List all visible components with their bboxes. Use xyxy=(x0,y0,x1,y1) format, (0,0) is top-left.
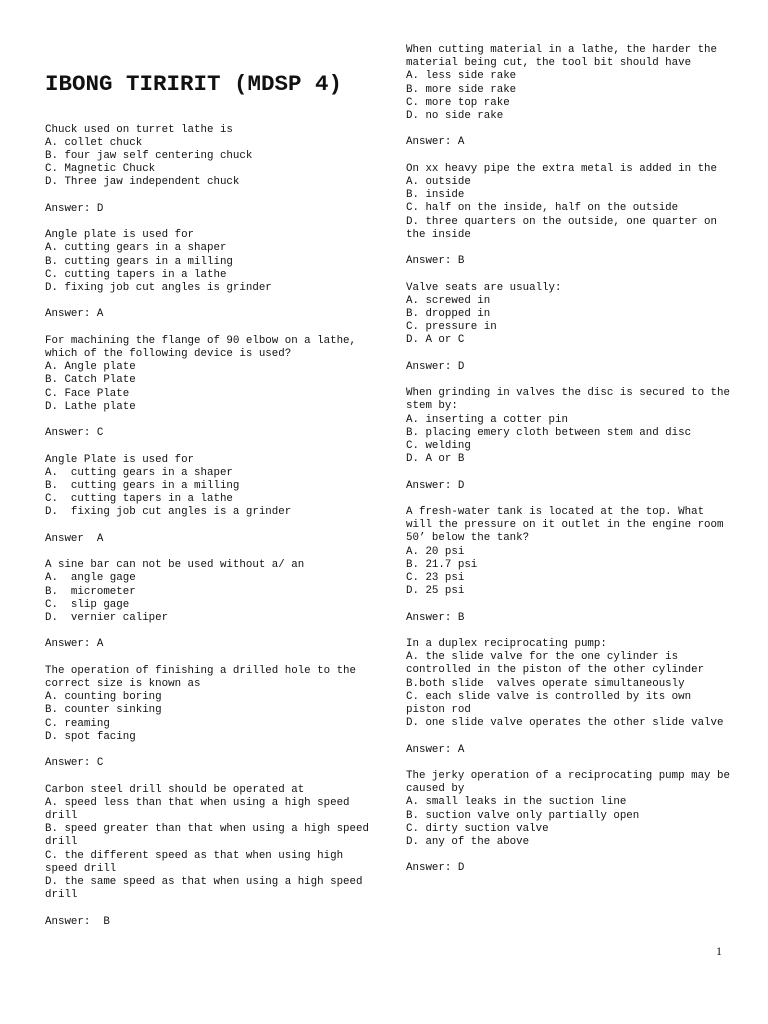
answer-key: Answer: B xyxy=(45,915,110,928)
answer-key: Answer: C xyxy=(45,427,104,440)
answer-option: D. any of the above xyxy=(406,836,530,848)
answer-option: B. cutting gears in a milling xyxy=(45,480,240,492)
answer-option: C. more top rake xyxy=(406,96,510,109)
answer-option: D. no side rake xyxy=(406,110,504,123)
answer-option: D. vernier caliper xyxy=(45,612,169,624)
answer-option: C. cutting tapers in a lathe xyxy=(45,493,233,506)
question-text: Valve seats are usually: xyxy=(406,281,562,294)
question-text: For machining the flange of 90 elbow on a lathe, which of the following device is used? xyxy=(45,334,363,360)
answer-key: Answer A xyxy=(45,532,104,545)
answer-option: B. cutting gears in a milling xyxy=(45,255,233,268)
question-text: Angle plate is used for xyxy=(45,229,195,242)
answer-option: D. A or C xyxy=(406,334,465,347)
document-title: IBONG TIRIRIT (MDSP 4) xyxy=(45,71,343,98)
question-block xyxy=(45,559,375,651)
question-block xyxy=(406,44,736,150)
answer-option: C. cutting tapers in a lathe xyxy=(45,268,227,281)
answer-option: C. dirty suction valve xyxy=(406,822,549,835)
answer-option: D. one slide valve operates the other slide valve xyxy=(406,717,724,730)
answer-option: B. suction valve only partially open xyxy=(406,809,640,822)
answer-option: A. speed less than that when using a high speed drill xyxy=(45,796,357,822)
answer-option: B. four jaw self centering chuck xyxy=(45,150,253,163)
answer-option: B. Catch Plate xyxy=(45,374,136,387)
answer-option: B.both slide valves operate simultaneously xyxy=(406,677,685,690)
question-block xyxy=(406,387,736,493)
answer-option: B. inside xyxy=(406,189,465,202)
answer-option: C. each slide valve is controlled by its own piston rod xyxy=(406,690,698,716)
answer-option: D. Three jaw independent chuck xyxy=(45,176,240,189)
question-text: Angle Plate is used for xyxy=(45,453,195,466)
question-text: A sine bar can not be used without a/ an xyxy=(45,559,305,572)
answer-option: A. the slide valve for the one cylinder is controlled in the piston of the other cylinder xyxy=(406,651,705,677)
question-text: The operation of finishing a drilled hole to the correct size is known as xyxy=(45,664,363,690)
answer-option: A. small leaks in the suction line xyxy=(406,796,627,809)
question-text: On xx heavy pipe the extra metal is added in the xyxy=(406,162,718,175)
answer-option: D. spot facing xyxy=(45,730,136,743)
answer-option: B. dropped in xyxy=(406,308,491,320)
left-column xyxy=(45,44,375,942)
question-block xyxy=(45,665,375,771)
question-text: A fresh-water tank is located at the top. What will the pressure on it outlet in the engine room 50’ below the tank? xyxy=(406,505,730,545)
answer-option: C. welding xyxy=(406,440,471,452)
answer-option: D. A or B xyxy=(406,453,465,466)
answer-option: A. collet chuck xyxy=(45,136,143,149)
answer-key: Answer: A xyxy=(45,638,104,651)
answer-option: C. half on the inside, half on the outside xyxy=(406,202,679,215)
answer-option: B. more side rake xyxy=(406,83,517,96)
question-block xyxy=(45,784,375,929)
answer-key: Answer: C xyxy=(45,757,104,770)
question-block xyxy=(406,638,736,757)
question-block xyxy=(45,229,375,321)
answer-option: A. screwed in xyxy=(406,294,491,307)
answer-option: C. Face Plate xyxy=(45,387,130,400)
answer-option: A. angle gage xyxy=(45,572,136,585)
answer-option: A. counting boring xyxy=(45,691,162,704)
answer-key: Answer: A xyxy=(406,136,465,149)
answer-option: A. outside xyxy=(406,176,471,188)
answer-option: B. counter sinking xyxy=(45,704,162,717)
question-block xyxy=(45,124,375,216)
answer-option: B. placing emery cloth between stem and disc xyxy=(406,426,692,439)
question-block xyxy=(406,282,736,374)
answer-option: C. pressure in xyxy=(406,321,497,334)
answer-option: B. 21.7 psi xyxy=(406,558,478,571)
answer-option: D. the same speed as that when using a high speed drill xyxy=(45,876,369,902)
answer-key: Answer: D xyxy=(406,360,465,373)
question-text: When cutting material in a lathe, the harder the material being cut, the tool bit should have xyxy=(406,44,724,70)
answer-option: A. less side rake xyxy=(406,70,517,83)
question-block xyxy=(45,454,375,546)
page-number: 1 xyxy=(716,944,722,958)
answer-key: Answer: D xyxy=(406,862,465,875)
answer-key: Answer: D xyxy=(45,202,104,215)
question-text: The jerky operation of a reciprocating pump may be caused by xyxy=(406,769,737,796)
answer-option: A. cutting gears in a shaper xyxy=(45,466,233,479)
question-block xyxy=(406,506,736,625)
right-column xyxy=(406,44,736,889)
answer-option: C. 23 psi xyxy=(406,572,465,584)
answer-key: Answer: A xyxy=(45,308,104,321)
question-text: Carbon steel drill should be operated at xyxy=(45,783,305,796)
question-block xyxy=(406,163,736,269)
answer-option: A. 20 psi xyxy=(406,545,465,558)
answer-option: A. cutting gears in a shaper xyxy=(45,242,227,255)
answer-option: B. speed greater than that when using a high speed drill xyxy=(45,823,376,849)
answer-option: A. inserting a cotter pin xyxy=(406,413,568,426)
question-text: When grinding in valves the disc is secured to the stem by: xyxy=(406,387,737,413)
question-text: In a duplex reciprocating pump: xyxy=(406,637,607,650)
answer-option: C. the different speed as that when using high speed drill xyxy=(45,849,350,875)
answer-option: B. micrometer xyxy=(45,585,136,598)
answer-key: Answer: B xyxy=(406,255,465,268)
answer-option: C. reaming xyxy=(45,717,110,730)
answer-key: Answer: B xyxy=(406,611,465,624)
answer-option: D. fixing job cut angles is grinder xyxy=(45,282,272,295)
answer-option: C. slip gage xyxy=(45,598,130,611)
answer-option: A. Angle plate xyxy=(45,361,136,374)
question-block xyxy=(45,335,375,441)
answer-option: D. three quarters on the outside, one quarter on the inside xyxy=(406,215,724,241)
answer-key: Answer: A xyxy=(406,743,465,756)
question-block xyxy=(406,770,736,876)
answer-key: Answer: D xyxy=(406,479,465,492)
answer-option: D. Lathe plate xyxy=(45,400,136,413)
answer-option: D. fixing job cut angles is a grinder xyxy=(45,506,292,519)
answer-option: C. Magnetic Chuck xyxy=(45,163,156,176)
question-text: Chuck used on turret lathe is xyxy=(45,123,233,136)
answer-option: D. 25 psi xyxy=(406,585,465,598)
